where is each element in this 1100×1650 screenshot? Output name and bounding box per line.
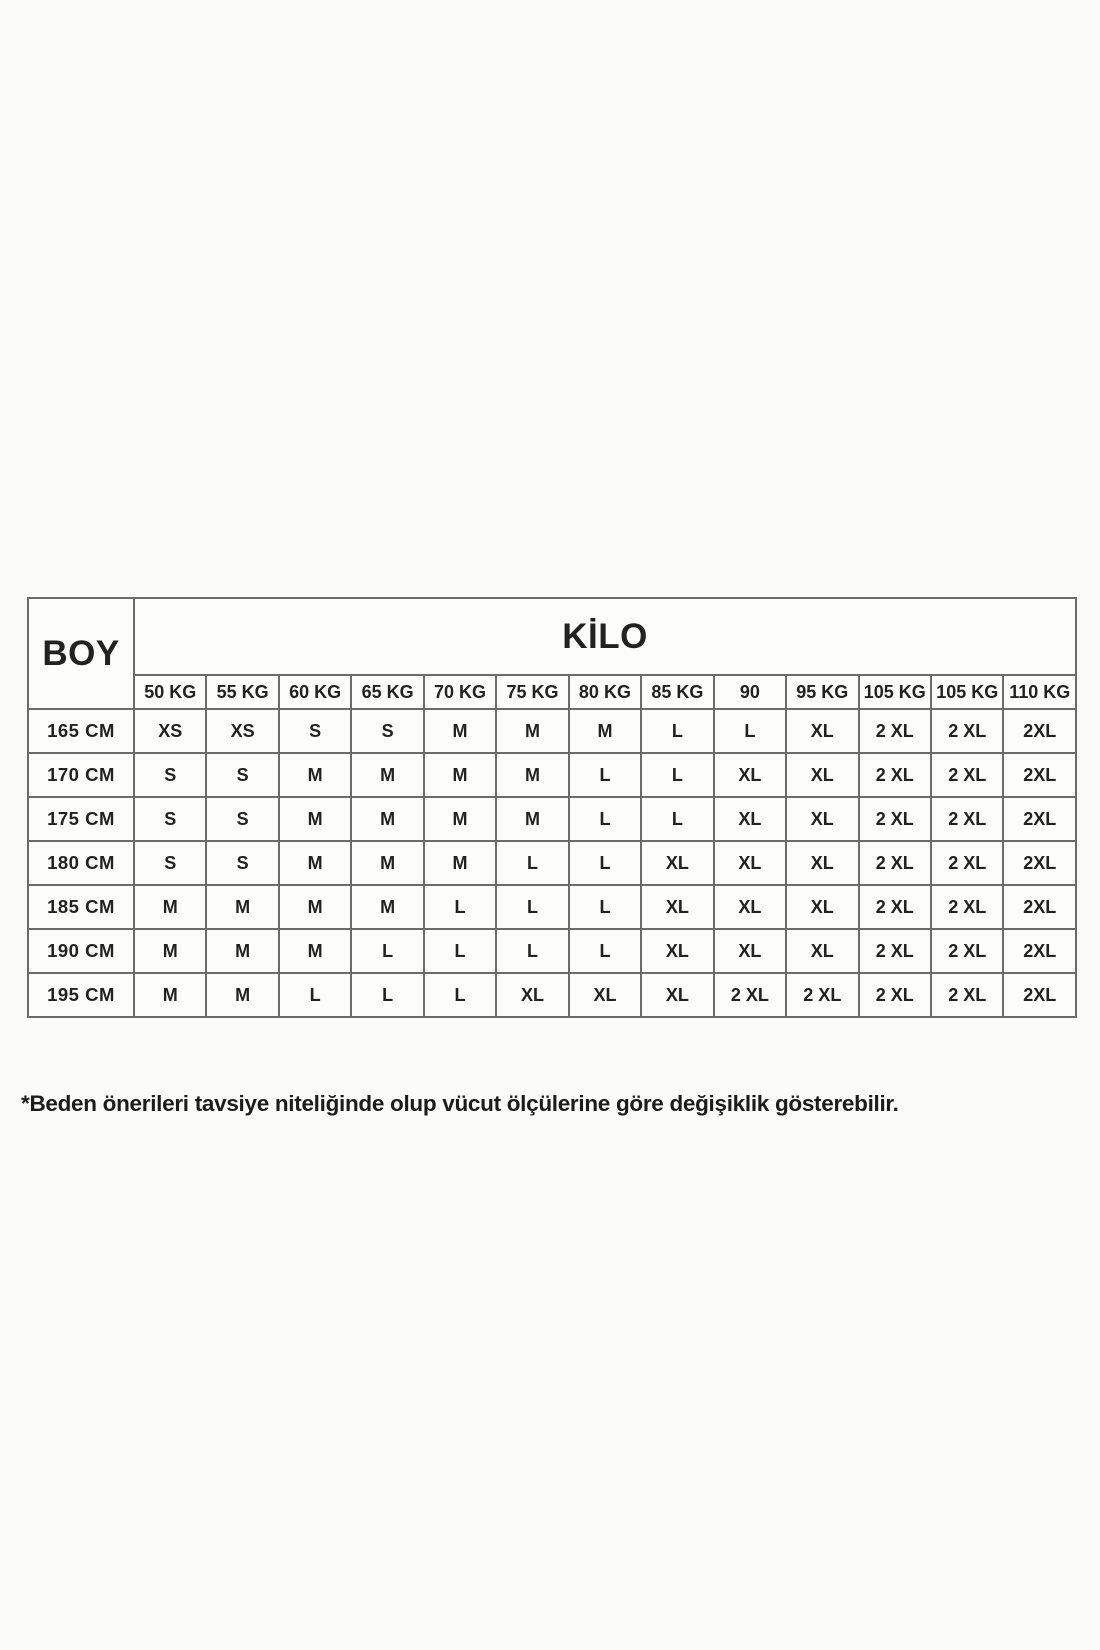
size-cell: L — [641, 797, 713, 841]
table-row — [28, 885, 1076, 929]
height-row-header: 175 CM — [28, 797, 134, 841]
weight-header-cell: 90 — [714, 675, 786, 709]
table-row — [28, 973, 1076, 1017]
size-cell: M — [279, 929, 351, 973]
size-cell: L — [496, 841, 568, 885]
size-cell: 2XL — [1003, 885, 1076, 929]
table-row — [28, 753, 1076, 797]
size-cell: M — [496, 709, 568, 753]
table-row — [28, 841, 1076, 885]
size-cell: 2 XL — [859, 841, 931, 885]
size-cell: M — [134, 929, 206, 973]
size-cell: 2 XL — [931, 797, 1003, 841]
size-cell: M — [134, 973, 206, 1017]
size-cell: S — [134, 797, 206, 841]
size-cell: M — [351, 797, 423, 841]
weight-header-cell: 105 KG — [931, 675, 1003, 709]
size-cell: XL — [714, 929, 786, 973]
size-cell: M — [424, 841, 496, 885]
size-cell: 2 XL — [714, 973, 786, 1017]
size-cell: L — [424, 973, 496, 1017]
size-cell: M — [424, 797, 496, 841]
weight-header-cell: 105 KG — [859, 675, 931, 709]
size-cell: 2 XL — [786, 973, 858, 1017]
size-cell: XS — [134, 709, 206, 753]
size-cell: M — [279, 753, 351, 797]
size-cell: 2 XL — [931, 973, 1003, 1017]
size-cell: XL — [641, 841, 713, 885]
size-cell: M — [496, 753, 568, 797]
size-cell: 2 XL — [859, 885, 931, 929]
size-cell: M — [351, 885, 423, 929]
size-cell: 2 XL — [931, 885, 1003, 929]
size-cell: XL — [786, 841, 858, 885]
size-cell: M — [351, 753, 423, 797]
weight-header-cell: 55 KG — [206, 675, 278, 709]
weight-header-cell: 85 KG — [641, 675, 713, 709]
size-cell: 2 XL — [931, 753, 1003, 797]
size-cell: XL — [641, 885, 713, 929]
weight-header-cell: 60 KG — [279, 675, 351, 709]
size-cell: L — [569, 753, 641, 797]
size-cell: XL — [786, 709, 858, 753]
size-cell: L — [569, 885, 641, 929]
size-cell: 2XL — [1003, 709, 1076, 753]
size-cell: L — [351, 973, 423, 1017]
size-cell: L — [641, 753, 713, 797]
size-cell: L — [569, 841, 641, 885]
weight-header-cell: 65 KG — [351, 675, 423, 709]
size-cell: M — [424, 753, 496, 797]
size-cell: M — [134, 885, 206, 929]
weight-group-header: KİLO — [134, 598, 1076, 675]
size-cell: XL — [641, 929, 713, 973]
height-row-header: 170 CM — [28, 753, 134, 797]
size-cell: L — [496, 929, 568, 973]
size-cell: M — [424, 709, 496, 753]
size-cell: XL — [569, 973, 641, 1017]
weight-header-cell: 110 KG — [1003, 675, 1076, 709]
size-cell: M — [279, 841, 351, 885]
size-chart-table — [27, 597, 1077, 1018]
size-cell: 2 XL — [859, 709, 931, 753]
table-row — [28, 797, 1076, 841]
weight-header-cell: 70 KG — [424, 675, 496, 709]
size-cell: XL — [786, 885, 858, 929]
size-cell: 2 XL — [859, 973, 931, 1017]
size-cell: 2 XL — [931, 709, 1003, 753]
size-cell: XL — [786, 753, 858, 797]
size-cell: 2XL — [1003, 973, 1076, 1017]
weight-header-cell: 75 KG — [496, 675, 568, 709]
height-row-header: 180 CM — [28, 841, 134, 885]
size-cell: 2XL — [1003, 797, 1076, 841]
size-cell: XL — [641, 973, 713, 1017]
height-row-header: 165 CM — [28, 709, 134, 753]
height-row-header: 185 CM — [28, 885, 134, 929]
size-cell: XL — [714, 753, 786, 797]
table-row — [28, 709, 1076, 753]
size-cell: S — [279, 709, 351, 753]
size-cell: S — [134, 841, 206, 885]
size-cell: S — [134, 753, 206, 797]
size-cell: 2 XL — [859, 929, 931, 973]
size-cell: XL — [714, 797, 786, 841]
size-disclaimer-footnote: *Beden önerileri tavsiye niteliğinde olup vücut ölçülerine göre değişiklik gösterebilir. — [21, 1091, 899, 1116]
size-cell: L — [279, 973, 351, 1017]
size-cell: XL — [714, 841, 786, 885]
weight-header-cell: 80 KG — [569, 675, 641, 709]
weight-header-cell: 50 KG — [134, 675, 206, 709]
size-cell: L — [424, 929, 496, 973]
size-cell: L — [714, 709, 786, 753]
size-cell: 2XL — [1003, 929, 1076, 973]
height-column-header: BOY — [28, 598, 134, 709]
size-cell: S — [206, 841, 278, 885]
size-cell: M — [496, 797, 568, 841]
weight-header-row — [28, 675, 1076, 709]
height-row-header: 195 CM — [28, 973, 134, 1017]
size-cell: S — [206, 797, 278, 841]
size-cell: M — [351, 841, 423, 885]
size-cell: S — [351, 709, 423, 753]
size-cell: M — [279, 797, 351, 841]
height-row-header: 190 CM — [28, 929, 134, 973]
size-cell: XL — [786, 929, 858, 973]
size-cell: 2 XL — [859, 753, 931, 797]
size-cell: S — [206, 753, 278, 797]
size-cell: XS — [206, 709, 278, 753]
size-cell: L — [641, 709, 713, 753]
size-cell: L — [351, 929, 423, 973]
size-cell: M — [206, 929, 278, 973]
group-header-row — [28, 598, 1076, 675]
size-cell: L — [569, 929, 641, 973]
size-cell: XL — [496, 973, 568, 1017]
size-cell: M — [569, 709, 641, 753]
size-cell: L — [424, 885, 496, 929]
size-cell: XL — [786, 797, 858, 841]
size-cell: 2 XL — [859, 797, 931, 841]
table-row — [28, 929, 1076, 973]
size-cell: 2 XL — [931, 841, 1003, 885]
size-cell: XL — [714, 885, 786, 929]
weight-header-cell: 95 KG — [786, 675, 858, 709]
size-cell: 2 XL — [931, 929, 1003, 973]
size-cell: M — [279, 885, 351, 929]
size-cell: M — [206, 973, 278, 1017]
size-cell: L — [569, 797, 641, 841]
size-cell: M — [206, 885, 278, 929]
size-cell: L — [496, 885, 568, 929]
size-cell: 2XL — [1003, 841, 1076, 885]
size-cell: 2XL — [1003, 753, 1076, 797]
